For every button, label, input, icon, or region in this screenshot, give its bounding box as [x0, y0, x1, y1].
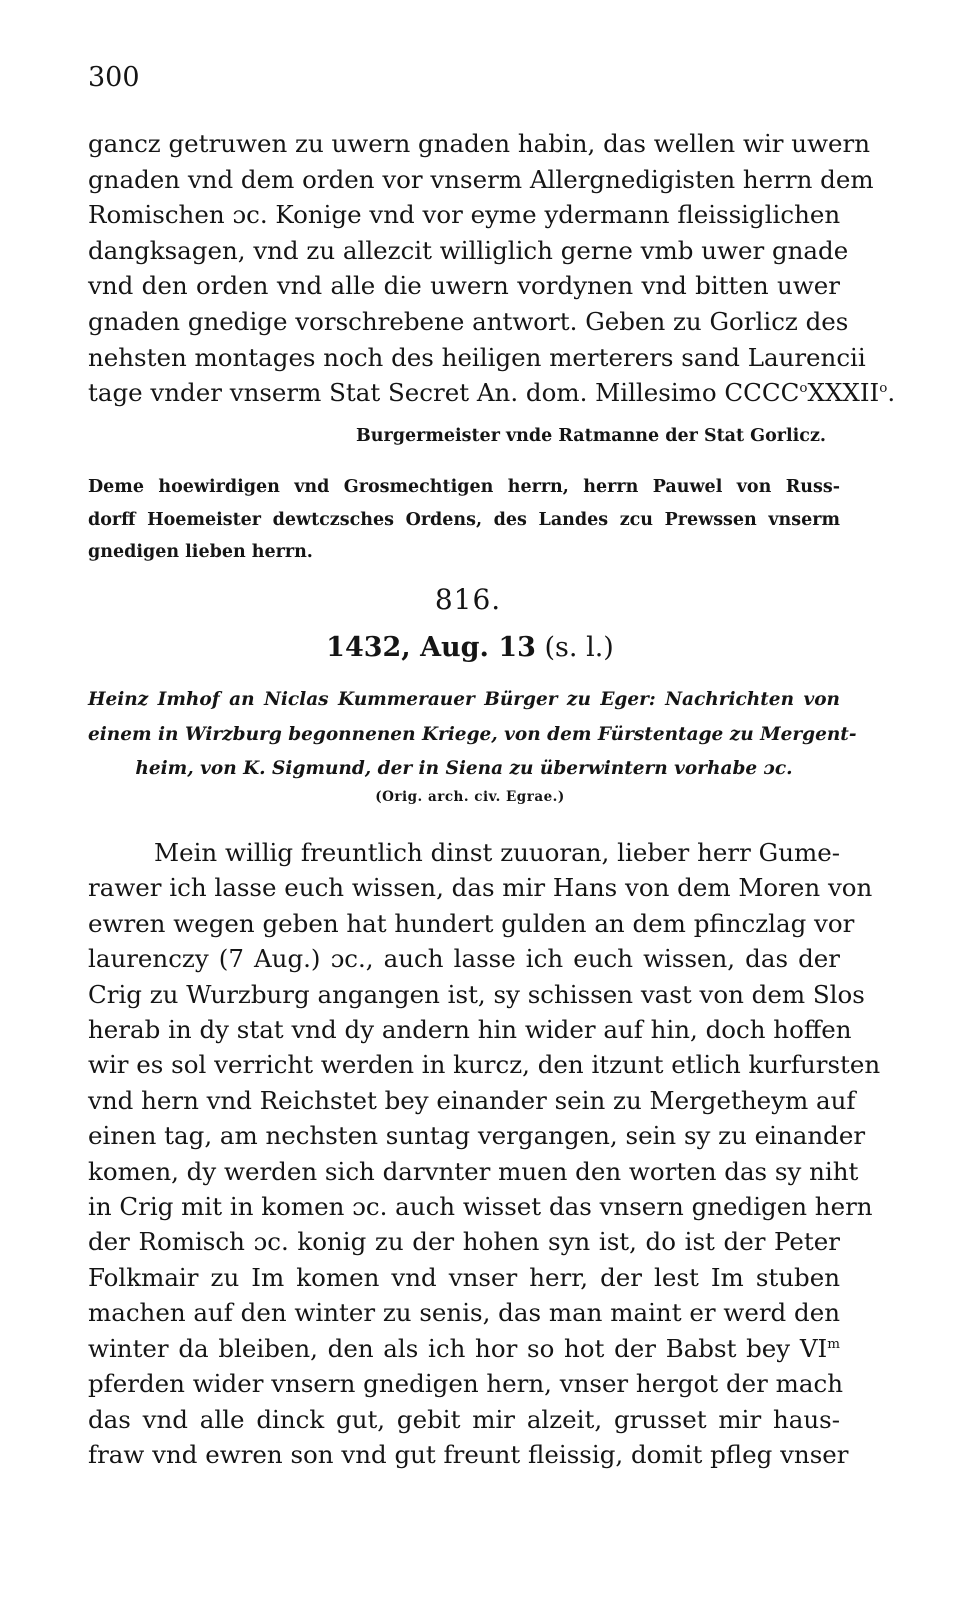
body-line: einen tag, am nechsten suntag vergangen, sein sy zu einander	[88, 1121, 866, 1151]
superscript: o	[879, 380, 888, 396]
body-line	[88, 1331, 840, 1366]
body-line: komen, dy werden sich darvnter muen den worten das sy niht	[88, 1156, 859, 1186]
summary-line: Heinz Imhof an Niclas Kummerauer Bürger zu Eger: Nachrichten von	[88, 689, 840, 710]
text-line: vnd den orden vnd alle die uwern vordynen vnd bitten uwer	[88, 271, 840, 301]
document-date	[0, 632, 940, 663]
body-line: der Romisch ɔc. konig zu der hohen syn ist, do ist der Peter	[88, 1227, 840, 1257]
letter-ending	[88, 126, 896, 411]
body-line: in Crig mit in komen ɔc. auch wisset das vnsern gnedigen hern	[88, 1192, 873, 1222]
source-note: (Orig. arch. civ. Egrae.)	[375, 789, 565, 805]
text-line: Romischen ɔc. Konige vnd vor eyme ydermann fleissiglichen	[88, 200, 841, 230]
text-fragment: .	[887, 378, 896, 408]
page-number: 300	[88, 62, 140, 93]
address-line: gnedigen lieben herrn.	[88, 542, 313, 562]
body-line: pferden wider vnsern gnedigen hern, vnser hergot der mach	[88, 1369, 844, 1399]
address-line: dorff Hoemeister dewtczsches Ordens, des Landes zcu Prewssen vnserm	[88, 509, 840, 530]
text-line: nehsten montages noch des heiligen merterers sand Laurencii	[88, 342, 866, 372]
body-line: machen auf den winter zu senis, das man maint er werd den	[88, 1298, 840, 1328]
text-fragment: tage vnder vnserm Stat Secret An. dom. Millesimo CCCC	[88, 378, 800, 408]
signature-line: Burgermeister vnde Ratmanne der Stat Gorlicz.	[356, 426, 826, 446]
body-line: ewren wegen geben hat hundert gulden an dem pfinczlag vor	[88, 908, 855, 938]
text-line-date	[88, 375, 896, 411]
date-bold: 1432, Aug. 13	[326, 632, 536, 663]
address-block	[88, 471, 840, 569]
summary-block	[88, 683, 857, 787]
body-line: herab in dy stat vnd dy andern hin wider auf hin, doch hoffen	[88, 1015, 852, 1045]
summary-line: heim, von K. Sigmund, der in Siena zu überwintern vorhabe ɔc.	[135, 758, 793, 779]
body-line: Mein willig freuntlich dinst zuuoran, lieber herr Gume-	[154, 838, 840, 867]
address-line: Deme hoewirdigen vnd Grosmechtigen herrn, herrn Pauwel von Russ-	[88, 477, 840, 497]
superscript: m	[827, 1335, 840, 1352]
body-line: rawer ich lasse euch wissen, das mir Hans von dem Moren von	[88, 873, 873, 903]
text-line: gancz getruwen zu uwern gnaden habin, das wellen wir uwern	[88, 129, 871, 158]
text-line: gnaden gnedige vorschrebene antwort. Geben zu Gorlicz des	[88, 306, 849, 336]
body-line: fraw vnd ewren son vnd gut freunt fleissig, domit pfleg vnser	[88, 1439, 849, 1469]
body-line: das vnd alle dinck gut, gebit mir alzeit, grusset mir haus-	[88, 1404, 840, 1434]
body-line: wir es sol verricht werden in kurcz, den itzunt etlich kurfursten	[88, 1050, 881, 1080]
document-number: 816.	[434, 583, 502, 616]
text-line: gnaden vnd dem orden vor vnserm Allergnedigisten herrn dem	[88, 164, 874, 194]
body-line: laurenczy (7 Aug.) ɔc., auch lasse ich euch wissen, das der	[88, 944, 840, 974]
body-line: vnd hern vnd Reichstet bey einander sein zu Mergetheym auf	[88, 1085, 856, 1115]
text-fragment: winter da bleiben, den als ich hor so hot der Babst bey VI	[88, 1333, 828, 1363]
summary-line: einem in Wirzburg begonnenen Kriege, von dem Fürstentage zu Mergent-	[88, 723, 857, 745]
letter-body	[88, 835, 881, 1472]
date-place: (s. l.)	[535, 632, 614, 663]
text-fragment: XXXII	[807, 378, 880, 408]
superscript: o	[799, 380, 808, 396]
body-line: Crig zu Wurzburg angangen ist, sy schissen vast von dem Slos	[88, 979, 865, 1009]
text-line: dangksagen, vnd zu allezcit williglich gerne vmb uwer gnade	[88, 235, 849, 265]
body-line: Folkmair zu Im komen vnd vnser herr, der lest Im stuben	[88, 1262, 840, 1292]
